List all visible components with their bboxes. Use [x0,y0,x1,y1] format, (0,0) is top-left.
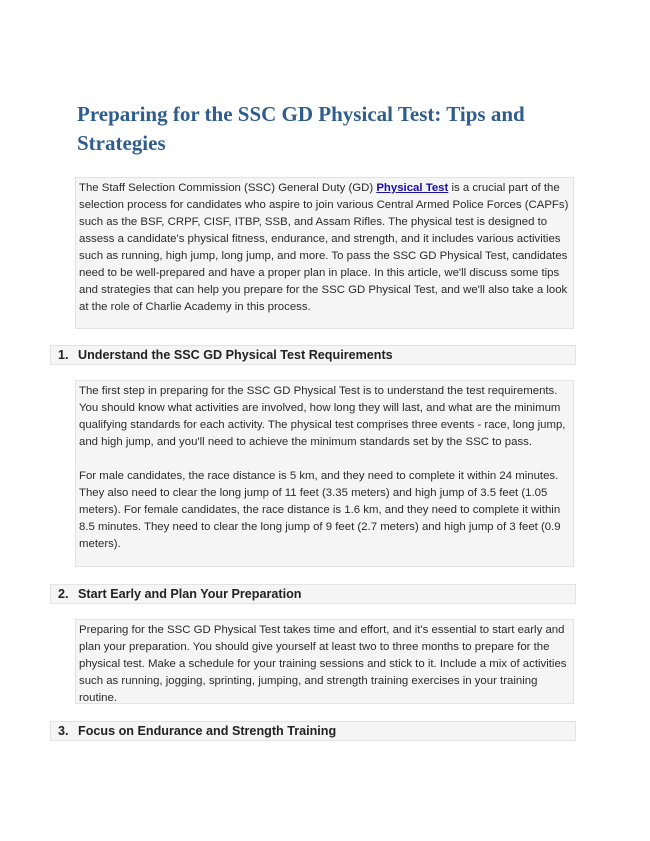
section-2-title: Start Early and Plan Your Preparation [78,587,302,601]
section-2-body [75,619,574,704]
intro-paragraph [75,177,574,329]
section-1-body [75,380,574,567]
section-2-number: 2. [58,587,69,601]
section-2-heading [50,584,576,604]
section-1-number: 1. [58,348,69,362]
section-1-paragraph-2: For male candidates, the race distance is 5 km, and they need to complete it within 24 minutes. They also need to clear the long jump of 11 feet (3.35 meters) and high jump of 3.5 feet (1.05 meters). For female candidates, the race distance is 1.6 km, and they need to complete it within 8.5 minutes. They need to clear the long jump of 9 feet (2.7 meters) and high jump of 3 feet (0.9 meters). [79,470,561,550]
intro-text [79,180,570,316]
physical-test-link[interactable]: Physical Test [376,182,449,194]
section-3-title: Focus on Endurance and Strength Training [78,724,337,738]
section-3-number: 3. [58,724,69,738]
article-title: Preparing for the SSC GD Physical Test: Tips and Strategies [77,102,525,155]
section-2-paragraph-1: Preparing for the SSC GD Physical Test takes time and effort, and it's essential to start early and plan your preparation. You should give yourself at least two to three months to prepare for the physical test. Make a schedule for your training sessions and stick to it. Include a mix of activities such as running, jogging, sprinting, jumping, and strength training exercises in your training routine. [79,624,567,704]
section-3-heading [50,721,576,741]
section-1-paragraph-1: The first step in preparing for the SSC GD Physical Test is to understand the test requirements. You should know what activities are involved, how long they will last, and what are the minimum qualifying standards for each activity. The physical test comprises three events - race, long jump, and high jump, and you'll need to achieve the minimum standards set by the SSC to pass. [79,385,566,448]
intro-before-link: The Staff Selection Commission (SSC) General Duty (GD) [79,182,377,194]
section-1-title: Understand the SSC GD Physical Test Requirements [78,348,393,362]
section-1-heading [50,345,576,365]
intro-after-link: is a crucial part of the selection process for candidates who aspire to join various Central Armed Police Forces (CAPFs) such as the BSF, CRPF, CISF, ITBP, SSB, and Assam Rifles. The physical test is designed to assess a candidate's physical fitness, endurance, and strength, and it includes various activities such as running, high jump, long jump, and more. To pass the SSC GD Physical Test, candidates need to be well-prepared and have a proper plan in place. In this article, we'll discuss some tips and strategies that can help you prepare for the SSC GD Physical Test, and we'll also take a look at the role of Charlie Academy in this process. [79,182,569,313]
